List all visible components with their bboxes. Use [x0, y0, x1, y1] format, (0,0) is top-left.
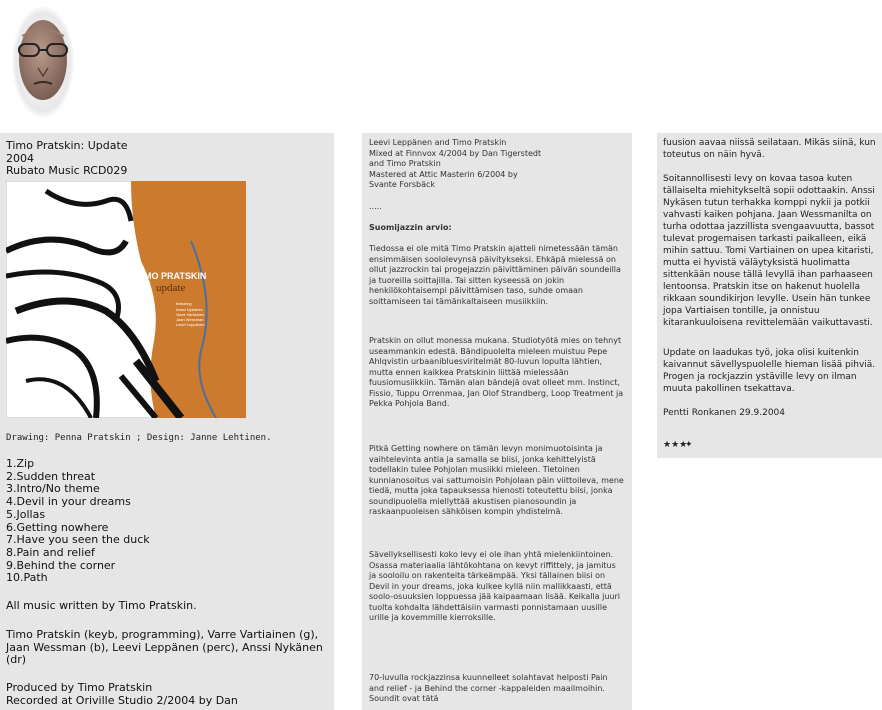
- track-item: 9.Behind the corner: [6, 558, 116, 572]
- avatar: [12, 6, 74, 118]
- review-paragraph: Pitkä Getting nowhere on tämän levyn monimuotoisinta ja vaihtelevinta antia ja samalla se biisi, jonka kehittelyistä todellakin tulee Pohjolan musiikki mieleen. Tietoinen kunnianosoitus vai sattumoisin Pohjolaan päin viittoileva, mene tiedä, mutta joka tapauksessa hienosti toteutettu biisi, jonka soundipuolella miellyttää akustisen pianosoundin ja raskaanpuoleisen sähköisen kompin yhdistelmä.: [369, 444, 624, 516]
- track-item: 2.Sudden threat: [6, 469, 96, 483]
- cover-featuring-1: Anssi Nykänen: [176, 307, 203, 312]
- review-column-3: [657, 133, 882, 458]
- cover-artist: TIMO PRATSKIN: [136, 271, 207, 281]
- review-paragraph: 70-luvulla rockjazzinsa kuunnelleet solahtavat helposti Pain and relief - ja Behind the corner -kappaleiden maailmoihin. Soundit ovat tätä: [369, 673, 608, 703]
- bald-man-with-glasses-portrait-icon: [12, 6, 74, 118]
- cover-credits: Drawing: Penna Pratskin ; Design: Janne Lehtinen.: [6, 433, 272, 443]
- review-paragraph: Pratskin on ollut monessa mukana. Studiotyötä mies on tehnyt useammankin edestä. Bändipuolelta mieleen muistuu Pepe Ahlqvistin urbaanibluesviritelmät 80-luvun lopulta lähtien, mutta ennen kaikkea Pratskinin liittää mielessään fuusiomusiikkiin. Tämän alan bändejä ovat olleet mm. Instinct, Fissio, Tuppu Orrenmaa, Jan Olof Strandberg, Loop Treatment ja Pekka Pohjola Band.: [369, 336, 624, 408]
- album-year: 2004: [6, 151, 34, 165]
- track-item: 10.Path: [6, 571, 48, 585]
- album-label: Rubato Music RCD029: [6, 164, 128, 177]
- track-item: 6.Getting nowhere: [6, 520, 109, 534]
- review-paragraph: Update on laadukas työ, joka olisi kuitenkin kaivannut sävellyspuolelle hieman lisää pihviä. Progen ja rockjazzin ystäville levy on ilman muuta pakollinen tsekattava.: [663, 348, 876, 394]
- track-item: 7.Have you seen the duck: [6, 533, 150, 547]
- musicians: Timo Pratskin (keyb, programming), Varre Vartiainen (g), Jaan Wessman (b), Leevi Leppänen (perc), Anssi Nykänen (dr): [6, 628, 323, 666]
- cover-title: update: [156, 282, 186, 294]
- cover-featuring-2: Varre Vartiainen: [176, 312, 205, 317]
- review-paragraph: Sävellyksellisesti koko levy ei ole ihan yhtä mielenkiintoinen. Osassa materiaalia lähtökohtana on kevyt riffittely, ja jamitus ja sooloilu on rakenteita tärkeämpää. Yksi tällainen biisi on Devil in your dreams, joka kulkee kyllä niin mallikkaasti, että soolo-osuuksien loppuessa jää kaipaamaan lisää. Keikalla juuri tuolta kohdalta lähdettäisiin varmasti ponnistamaan uusille urille ja kovemmille kierroksille.: [369, 550, 621, 622]
- track-item: 4.Devil in your dreams: [6, 495, 131, 509]
- recorded-at: Recorded at Oriville Studio 2/2004 by Dan: [6, 694, 238, 707]
- separator-dots: .....: [369, 202, 382, 211]
- track-list: [6, 458, 150, 585]
- track-item: 1.Zip: [6, 457, 35, 470]
- review-paragraph: Tiedossa ei ole mitä Timo Pratskin ajatteli nimetessään tämän ensimmäisen soololevynsä päivitykseksi. Ehkäpä mielessä on ollut jazzrockin tai progejazzin päivittäminen päivän soundeilla ja tuoreilla soittajilla. Tai sitten kyseessä on jokin henkilökohtaisempi päivittämisen taso, suhde omaan soittamiseen tai tämänkaltaiseen musiikkiin.: [369, 244, 621, 306]
- album-title: Timo Pratskin: Update: [6, 139, 128, 152]
- svg-text:★★★: ★★★: [663, 440, 688, 448]
- track-item: 8.Pain and relief: [6, 545, 95, 559]
- cover-featuring-label: featuring: [176, 301, 192, 306]
- review-paragraph: fuusion aavaa niissä seilataan. Mikäs siinä, kun toteutus on näin hyvä.: [663, 138, 876, 160]
- track-item: 5.Jollas: [6, 507, 46, 521]
- production-credits: Leevi Leppänen and Timo Pratskin Mixed at Finnvox 4/2004 by Dan Tigerstedt and Timo Pratskin Mastered at Attic Masterin 6/2004 by Svante Forsbäck: [369, 138, 542, 189]
- review-column-2: [362, 133, 632, 710]
- review-signature: Pentti Ronkanen 29.9.2004: [663, 408, 786, 418]
- star-rating: [663, 438, 703, 448]
- produced-by: Produced by Timo Pratskin: [6, 681, 153, 694]
- album-info-column: [0, 133, 334, 710]
- cover-featuring-4: Leevi Leppänen: [176, 322, 205, 327]
- track-item: 3.Intro/No theme: [6, 482, 100, 496]
- review-heading: Suomijazzin arvio:: [369, 223, 452, 232]
- review-paragraph: Soitannollisesti levy on kovaa tasoa kuten tällaiselta miehitykseltä sopii odottaakin. Anssi Nykäsen tutun terhakka komppi nykii ja potkii vahvasti kaiken pohjana. Jaan Wessmanilta on turha odottaa jazzillista svengaavuutta, bassot tulevat progemaisen tarkasti paikalleen, eikä mihin sattuu. Tomi Vartiainen on upea kitaristi, mutta ei hyvistä väläytyksistä huolimatta sittenkään nouse tällä levyllä ihan parhaaseen lentoonsa. Pratskin itse on hakenut huolella rikkaan soundikirjon levylle. Usein hän tunkee jopa Vartiaisen tontille, ja onnistuu kitarankuuloisena revittelemään vaikuttavasti.: [663, 174, 875, 328]
- music-written: All music written by Timo Pratskin.: [6, 599, 197, 612]
- cover-featuring-3: Jaan Wessman: [176, 317, 204, 322]
- star-rating-icon: [663, 438, 876, 452]
- svg-text:✦: ✦: [685, 440, 693, 448]
- album-header: [6, 140, 128, 178]
